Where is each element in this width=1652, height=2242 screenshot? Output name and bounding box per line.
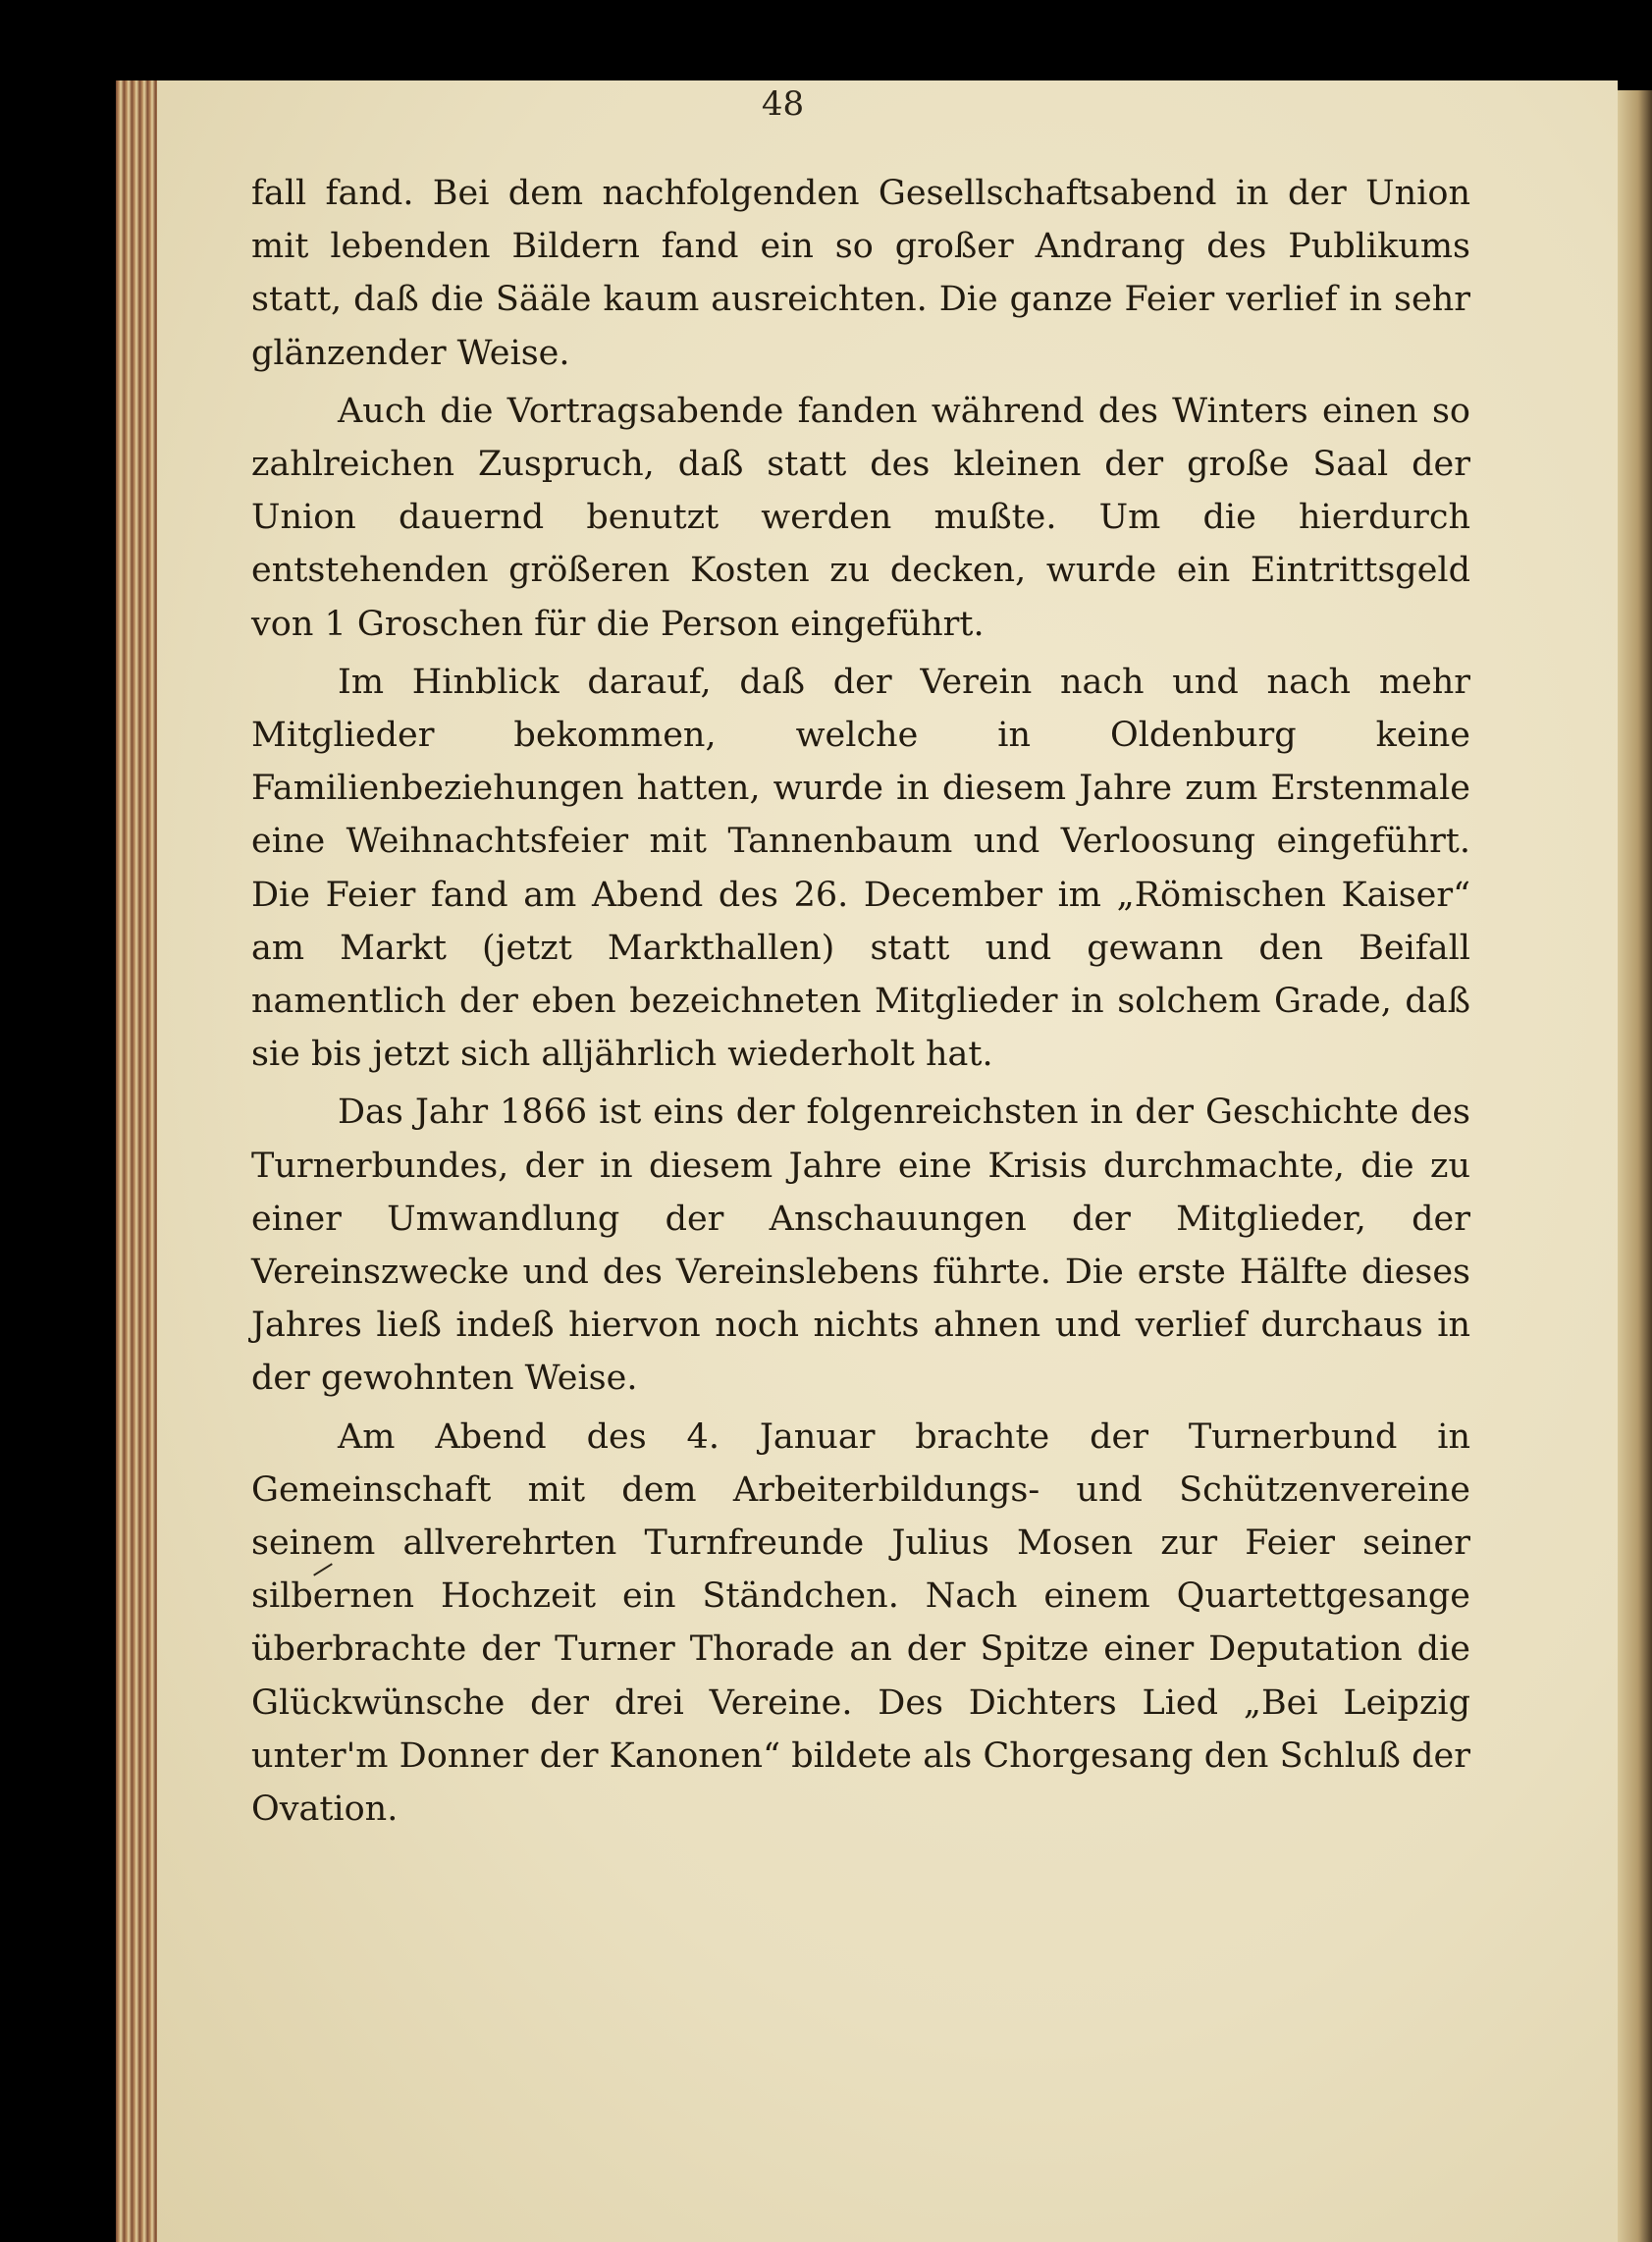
book-fore-edge [1618, 90, 1652, 2242]
book-spine-edge [116, 80, 157, 2242]
paragraph-3: Im Hinblick darauf, daß der Verein nach und nach mehr Mitglieder bekommen, welche in Oldenburg keine Familienbeziehungen hatten, wurde in diesem Jahre zum Erstenmale eine Weihnachtsfeier mit Tannenbaum und Verloosung eingeführt. Die Feier fand am Abend des 26. December im „Römischen Kaiser“ am Markt (jetzt Markthallen) statt und gewann den Beifall namentlich der eben bezeichneten Mitglieder in solchem Grade, daß sie bis jetzt sich alljährlich wiederholt hat. [251, 662, 1470, 1075]
paragraph-1: fall fand. Bei dem nachfolgenden Gesellschaftsabend in der Union mit lebenden Bildern fand ein so großer Andrang des Publikums statt, daß die Sääle kaum ausreichten. Die ganze Feier verlief in sehr glänzender Weise. [251, 174, 1470, 373]
paragraph-4: Das Jahr 1866 ist eins der folgenreichsten in der Geschichte des Turnerbundes, der in diesem Jahre eine Krisis durchmachte, die zu einer Umwandlung der Anschauungen der Mitglieder, der Vereinszwecke und des Vereinslebens führte. Die erste Hälfte dieses Jahres ließ indeß hiervon noch nichts ahnen und verlief durchaus in der gewohnten Weise. [251, 1093, 1470, 1399]
paragraph-2: Auch die Vortragsabende fanden während des Winters einen so zahlreichen Zuspruch, daß statt des kleinen der große Saal der Union dauernd benutzt werden mußte. Um die hierdurch entstehenden größeren Kosten zu decken, wurde ein Eintrittsgeld von 1 Groschen für die Person eingeführt. [251, 391, 1470, 644]
body-text [251, 167, 1470, 1836]
page-number: 48 [761, 84, 805, 124]
paragraph-5: Am Abend des 4. Januar brachte der Turnerbund in Gemeinschaft mit dem Arbeiterbildungs- und Schützenvereine seinem allverehrten Turnfreunde Julius Mosen zur Feier seiner silbernen Hochzeit ein Ständchen. Nach einem Quartettgesange überbrachte der Turner Thorade an der Spitze einer Deputation die Glückwünsche der drei Vereine. Des Dichters Lied „Bei Leipzig unter'm Donner der Kanonen“ bildete als Chorgesang den Schluß der Ovation. [251, 1416, 1470, 1830]
